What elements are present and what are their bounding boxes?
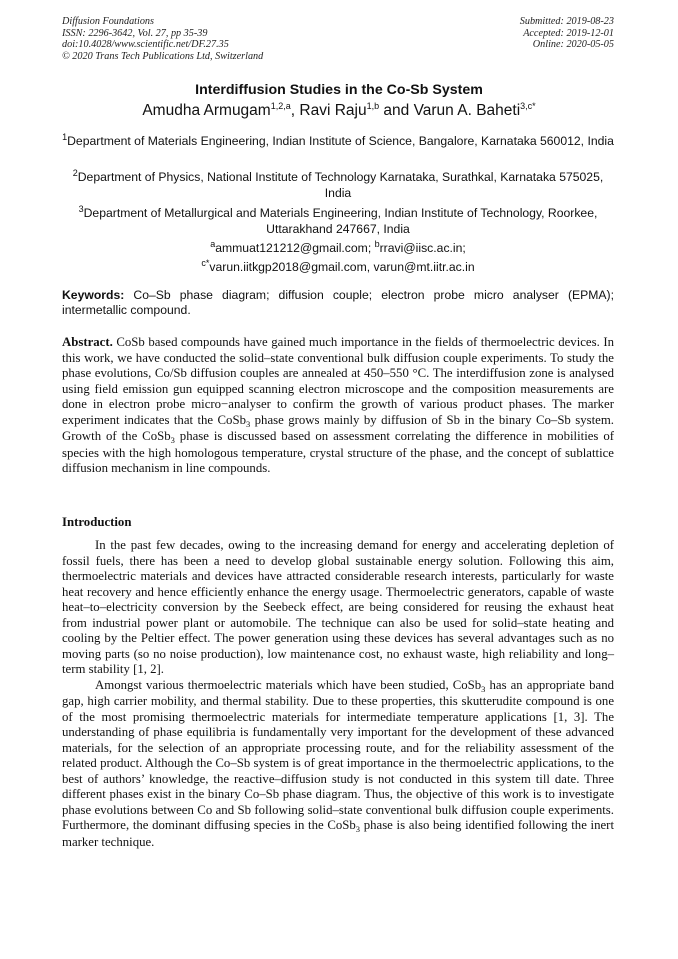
subscript: 3 xyxy=(355,824,361,834)
paragraph: In the past few decades, owing to the increasing demand for energy and accelerating depletion of fossil fuels, there has been a need to develop global sustainable energy solution. Following this aim, thermoelectric materials and devices have attracted considerable research interests, particularly for waste heat recovery and hence efficiently enhance the energy usage. Thermoelectric generators, capable of waste heat–to–electricity conversion by the Seebeck effect, are being considered for reusing the exhaust heat from industrial power plant or automobile. The technique can also be used for solid–state heating and cooling by the Peltier effect. The power generation using these devices has several advantages such as no moving parts (so no noise production), low maintenance cost, no exhaust waste, high reliability and long–term stability [1, 2]. xyxy=(62,538,614,676)
email-link[interactable]: ammuat121212@gmail.com; xyxy=(215,241,375,256)
author-separator: , xyxy=(290,102,300,120)
abstract-text: CoSb based compounds have gained much importance in the fields of thermoelectric devices. In this work, we have conducted the solid–state conventional bulk diffusion couple experiments. To study the phase evolutions, Co/Sb diffusion couples are annealed at 450–550 °C. The interdiffusion zone is analysed using field emission gun equipped scanning electron microscope and the composition measurements are done in electron probe micro−analyser to confirm the growth of various product phases. The marker experiment indicates that the CoSb xyxy=(62,335,614,427)
journal-doi: doi:10.4028/www.scientific.net/DF.27.35 xyxy=(62,39,229,51)
section-heading: Introduction xyxy=(62,515,132,529)
subscript: 3 xyxy=(481,683,486,694)
affiliation-marker: 2 xyxy=(72,168,78,178)
email-link[interactable]: varun.iitkgp2018@gmail.com, varun@mt.iitr.ac.in xyxy=(209,259,475,274)
journal-issn: ISSN: 2296-3642, Vol. 27, pp 35-39 xyxy=(62,27,208,39)
author-separator: and xyxy=(379,102,414,120)
keywords xyxy=(62,288,614,318)
author-affiliation-marker: 1,2,a xyxy=(270,101,291,111)
author-affiliation-marker: 3,c* xyxy=(520,101,536,111)
email-marker: a xyxy=(210,239,216,249)
author-name: Ravi Raju xyxy=(299,102,367,120)
submission-dates xyxy=(520,16,614,51)
keywords-text: Co–Sb phase diagram; diffusion couple; electron probe micro analyser (EPMA); intermetallic compound. xyxy=(62,288,614,317)
affiliation-text: Department of Materials Engineering, Indian Institute of Science, Bangalore, Karnataka 560012, India xyxy=(67,134,614,149)
online-date: Online: 2020-05-05 xyxy=(532,39,614,51)
abstract xyxy=(62,335,614,477)
email-link[interactable]: rravi@iisc.ac.in; xyxy=(379,241,466,256)
email-marker: c* xyxy=(201,257,210,268)
paragraph-text: Amongst various thermoelectric materials which have been studied, CoSb xyxy=(95,677,482,692)
paragraph-text: has an appropriate band gap, high carrier mobility, and thermal stability. Due to these properties, this skutterudite compound is one of the most promising thermoelectric materials for intermediate temperature applications [1, 3]. The understanding of phase equilibria is fundamentally very important for the development of these advanced materials, for the selection of an appropriate processing route, and for the reliability assessment of the related product. Although the Co–Sb system is of great importance in the thermoelectric applications, to the best of authors’ knowledge, the reactive–diffusion study is not conducted in this system till date. Three different phases exist in the binary Co–Sb phase diagram. Thus, the objective of this work is to investigate phase evolutions between Co and Sb following solid–state conventional bulk diffusion couple experiments. Furthermore, the dominant diffusing species in the CoSb xyxy=(62,677,614,832)
email-marker: b xyxy=(374,239,380,249)
affiliation xyxy=(62,166,614,201)
author-name: Varun A. Baheti xyxy=(413,102,521,120)
journal-name: Diffusion Foundations xyxy=(62,16,154,27)
author-name: Amudha Armugam xyxy=(142,102,271,120)
affiliation-marker: 1 xyxy=(62,132,68,142)
journal-copyright: © 2020 Trans Tech Publications Ltd, Switzerland xyxy=(62,50,264,62)
author-emails xyxy=(62,237,614,274)
paragraph-text: phase is also being identified following the inert marker technique. xyxy=(62,818,615,849)
accepted-date: Accepted: 2019-12-01 xyxy=(523,27,614,39)
abstract-text: phase grows mainly by diffusion of Sb in the binary Co–Sb system. Growth of the CoSb xyxy=(62,412,614,443)
submitted-date: Submitted: 2019-08-23 xyxy=(519,16,614,27)
affiliation xyxy=(62,202,614,237)
author-affiliation-marker: 1,b xyxy=(366,101,380,111)
subscript: 3 xyxy=(170,435,175,445)
affiliation-text: Department of Physics, National Institute of Technology Karnataka, Surathkal, Karnataka 575025, India xyxy=(77,170,604,200)
paragraph xyxy=(62,678,614,851)
introduction-body xyxy=(62,538,614,850)
journal-info xyxy=(62,16,263,62)
affiliation xyxy=(62,130,614,150)
paper-title: Interdiffusion Studies in the Co-Sb System xyxy=(195,82,483,98)
author-list xyxy=(0,101,678,120)
abstract-text: phase is discussed based on assessment correlating the difference in mobilities of species with the high homologous temperature, crystal structure of the phase, and the concept of sublattice diffusion mechanism in line compounds. xyxy=(62,429,614,475)
subscript: 3 xyxy=(245,418,251,429)
affiliation-text: Department of Metallurgical and Materials Engineering, Indian Institute of Technology, Roorkee, Uttarakhand 247667, India xyxy=(83,206,598,236)
keywords-label: Keywords: xyxy=(62,288,125,302)
abstract-label: Abstract. xyxy=(62,335,113,349)
affiliation-marker: 3 xyxy=(78,204,84,214)
